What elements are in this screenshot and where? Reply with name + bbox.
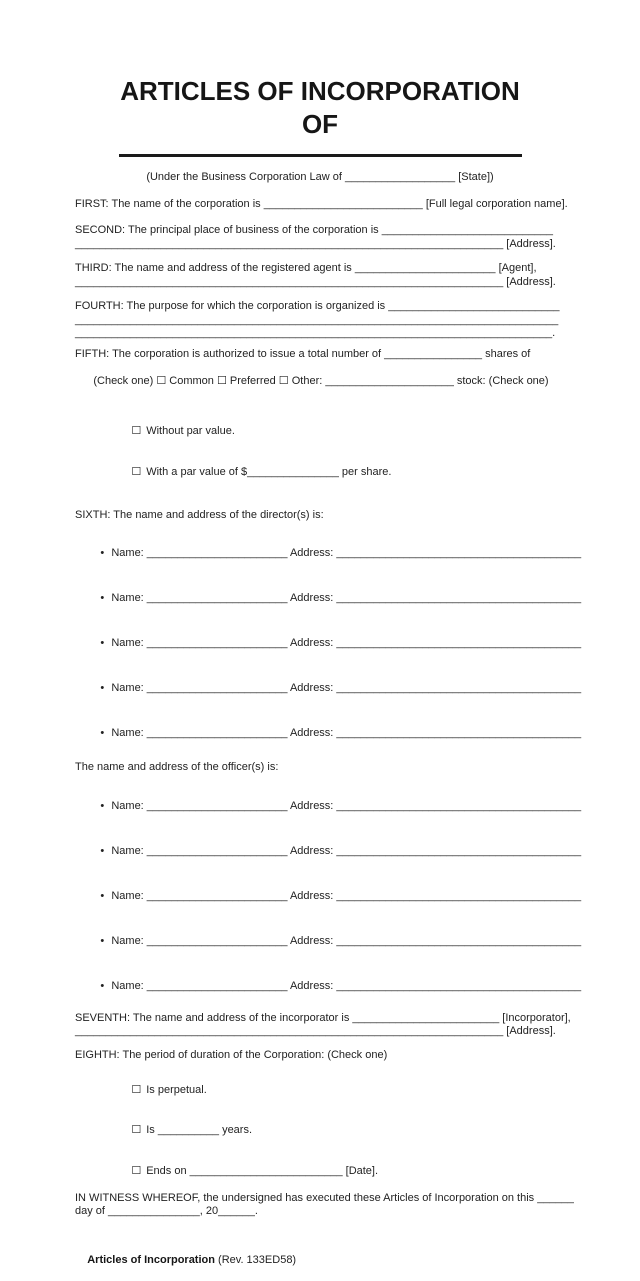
officer-row-text: Name: _______________________ Address: ________________________________________: [111, 935, 581, 947]
witness-clause: [75, 1192, 565, 1219]
director-rows: [75, 531, 565, 756]
par-value-options: [75, 412, 565, 493]
check-line-prefix: (Check one): [93, 375, 156, 387]
director-row: [75, 621, 565, 666]
officer-row-text: Name: _______________________ Address: ________________________________________: [111, 800, 581, 812]
director-row-text: Name: _______________________ Address: ________________________________________: [111, 682, 581, 694]
article-fourth-line-3: ______________________________________________________________________________.: [75, 327, 565, 341]
article-eighth-heading: [75, 1049, 565, 1063]
officer-row: [75, 919, 565, 964]
officer-row: [75, 784, 565, 829]
checkbox-icon: ☐: [279, 375, 289, 387]
article-fifth-line-1: FIFTH: The corporation is authorized to issue a total number of ________________ shares of: [75, 348, 565, 362]
option-without-par-value: [75, 412, 565, 453]
director-row-text: Name: _______________________ Address: ________________________________________: [111, 637, 581, 649]
article-first: [75, 198, 565, 212]
duration-options: [75, 1070, 565, 1192]
director-row: [75, 531, 565, 576]
checkbox-icon: ☐: [131, 425, 141, 437]
title-line-1: ARTICLES OF INCORPORATION: [75, 75, 565, 108]
article-fifth: [75, 348, 565, 402]
bullet-icon: •: [100, 546, 111, 561]
checkbox-icon: ☐: [131, 1084, 141, 1096]
article-fourth: [75, 300, 565, 341]
officer-row: [75, 829, 565, 874]
document-title: [75, 75, 565, 141]
checkbox-icon: ☐: [217, 375, 227, 387]
bullet-icon: •: [100, 844, 111, 859]
article-second-line-1: SECOND: The principal place of business of the corporation is ____________________________: [75, 224, 565, 238]
officer-row-text: Name: _______________________ Address: ________________________________________: [111, 890, 581, 902]
checkbox-icon: ☐: [131, 1165, 141, 1177]
eighth-heading: EIGHTH: The period of duration of the Corporation: (Check one): [75, 1049, 565, 1063]
checkbox-icon: ☐: [131, 466, 141, 478]
article-third-line-2: ______________________________________________________________________ [Address].: [75, 276, 565, 290]
bullet-icon: •: [100, 889, 111, 904]
checkbox-icon: ☐: [131, 1124, 141, 1136]
option-ends-on: [75, 1151, 565, 1192]
director-row-text: Name: _______________________ Address: ________________________________________: [111, 547, 581, 559]
bullet-icon: •: [100, 636, 111, 651]
bullet-icon: •: [100, 591, 111, 606]
bullet-icon: •: [100, 979, 111, 994]
article-third: [75, 262, 565, 289]
article-third-line-1: THIRD: The name and address of the registered agent is _______________________ [Agent],: [75, 262, 565, 276]
article-fifth-check-line: [75, 361, 565, 402]
directors-heading: SIXTH: The name and address of the director(s) is:: [75, 509, 565, 523]
officer-row-text: Name: _______________________ Address: ________________________________________: [111, 845, 581, 857]
article-seventh-line-2: ______________________________________________________________________ [Address].: [75, 1025, 565, 1039]
director-row-text: Name: _______________________ Address: ________________________________________: [111, 727, 581, 739]
article-seventh: [75, 1012, 565, 1039]
witness-line-2: day of _______________, 20______.: [75, 1205, 565, 1219]
witness-line-1: IN WITNESS WHEREOF, the undersigned has executed these Articles of Incorporation on this ______: [75, 1192, 565, 1206]
law-subtitle: (Under the Business Corporation Law of __________________ [State]): [75, 171, 565, 185]
option-other-label: Other: _____________________ stock: (Check one): [289, 375, 549, 387]
corporation-name-blank-line: [119, 154, 522, 157]
article-second-line-2: ______________________________________________________________________ [Address].: [75, 238, 565, 252]
officers-heading-para: [75, 761, 565, 775]
director-row-text: Name: _______________________ Address: ________________________________________: [111, 592, 581, 604]
officer-row: [75, 874, 565, 919]
article-fourth-line-1: FOURTH: The purpose for which the corporation is organized is ____________________________: [75, 300, 565, 314]
checkbox-icon: ☐: [156, 375, 166, 387]
footer-revision: (Rev. 133ED58): [215, 1254, 296, 1266]
article-second: [75, 224, 565, 251]
document-footer: [75, 1241, 565, 1281]
director-row: [75, 666, 565, 711]
option-preferred-label: Preferred: [227, 375, 279, 387]
option-is-years: [75, 1111, 565, 1152]
officer-row: [75, 964, 565, 1009]
bullet-icon: •: [100, 799, 111, 814]
option-is-perpetual: [75, 1070, 565, 1111]
option-label: Is __________ years.: [146, 1124, 252, 1136]
option-with-par-value: [75, 452, 565, 493]
officer-rows: [75, 784, 565, 1009]
title-line-2: OF: [75, 108, 565, 141]
article-sixth-heading: [75, 509, 565, 523]
option-label: Is perpetual.: [146, 1084, 207, 1096]
option-label: Without par value.: [146, 425, 235, 437]
bullet-icon: •: [100, 934, 111, 949]
director-row: [75, 711, 565, 756]
article-seventh-line-1: SEVENTH: The name and address of the incorporator is ________________________ [Incorporator],: [75, 1012, 565, 1026]
option-label: Ends on _________________________ [Date].: [146, 1165, 378, 1177]
officers-heading: The name and address of the officer(s) is:: [75, 761, 565, 775]
article-first-line: FIRST: The name of the corporation is __________________________ [Full legal corporation name].: [75, 198, 565, 212]
option-label: With a par value of $_______________ per share.: [146, 466, 391, 478]
article-fourth-line-2: _______________________________________________________________________________: [75, 314, 565, 328]
bullet-icon: •: [100, 726, 111, 741]
footer-title: Articles of Incorporation: [87, 1254, 215, 1266]
option-common-label: Common: [166, 375, 217, 387]
officer-row-text: Name: _______________________ Address: ________________________________________: [111, 980, 581, 992]
director-row: [75, 576, 565, 621]
bullet-icon: •: [100, 681, 111, 696]
